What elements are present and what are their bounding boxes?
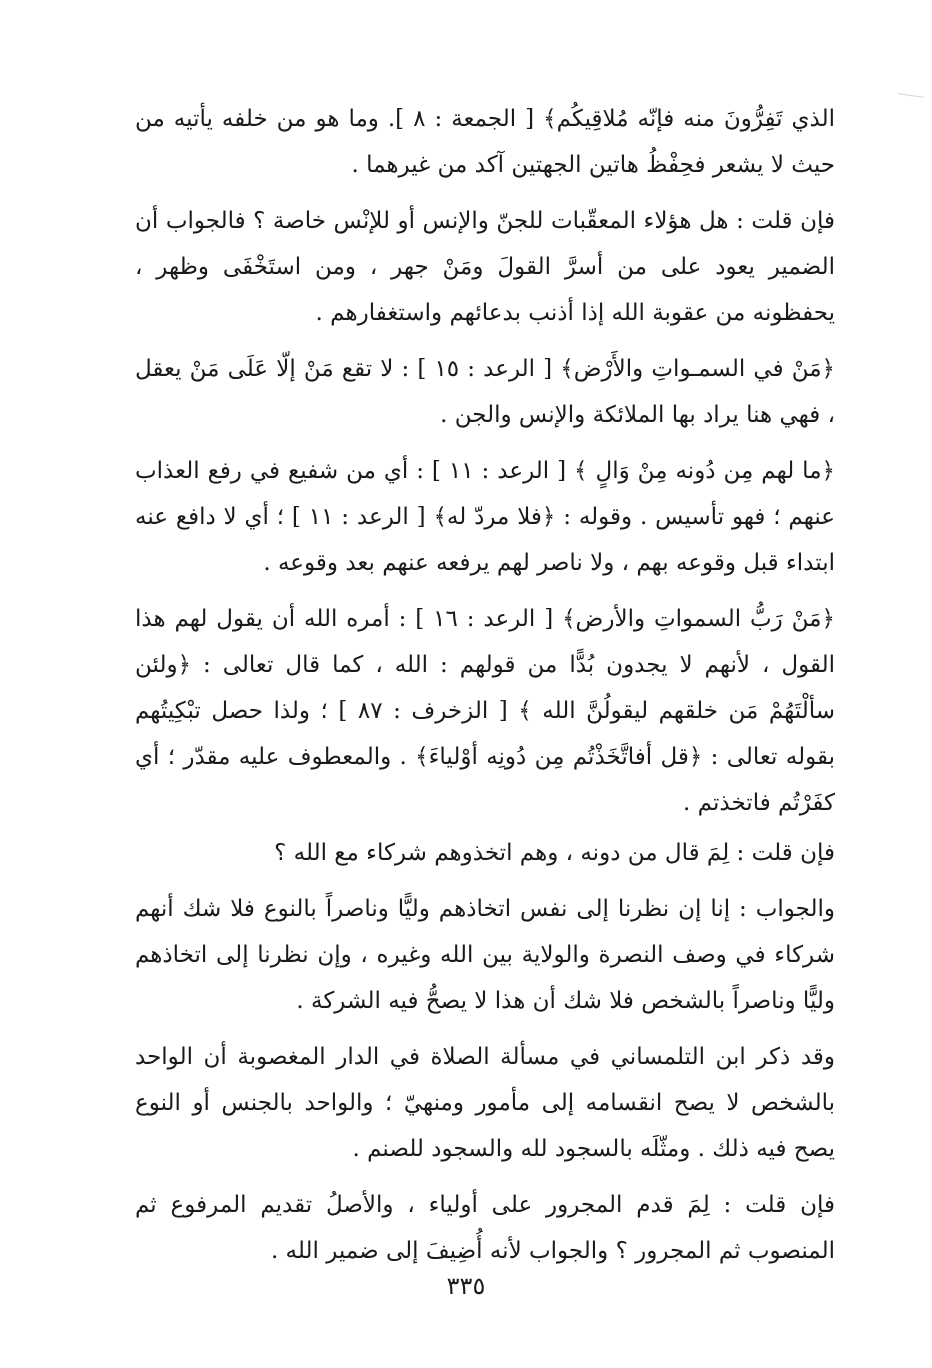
paragraph-4: ﴿ما لهم مِن دُونه مِنْ وَالٍ ﴾ [ الرعد : ١١ ] : أي من شفيع في رفع العذاب عنهم ؛ فهو تأسيس . وقوله : ﴿فلا مردّ له﴾ [ الرعد : ١١ ] ؛ أي لا دافع عنه ابتداء قبل وقوعه بهم ، ولا ناصر لهم يرفعه عنهم بعد وقوعه .	[135, 458, 835, 576]
paragraph-8: وقد ذكر ابن التلمساني في مسألة الصلاة في الدار المغصوبة أن الواحد بالشخص لا يصح انقسامه إلى مأمور ومنهيّ ؛ والواحد بالجنس أو النوع يصح فيه ذلك . ومثّلَه بالسجود لله والسجود للصنم .	[135, 1044, 835, 1162]
body-text	[135, 96, 835, 1274]
paragraph-1: الذي تَفِرُّونَ منه فإنّه مُلاقِيكُم﴾ [ الجمعة : ٨ ]. وما هو من خلفه يأتيه من حيث لا يشعر فحِفْظُ هاتين الجهتين آكد من غيرهما .	[135, 106, 835, 178]
paragraph-2: فإن قلت : هل هؤلاء المعقّبات للجنّ والإنس أو للإنْس خاصة ؟ فالجواب أن الضمير يعود على من أسرَّ القولَ ومَنْ جهر ، ومن استَخْفَى وظهر ، يحفظونه من عقوبة الله إذا أذنب بدعائهم واستغفارهم .	[135, 208, 835, 326]
paragraph-3: ﴿مَنْ في السمـواتِ والأَرْض﴾ [ الرعد : ١٥ ] : لا تقع مَنْ إلّا عَلَى مَنْ يعقل ، فهي هنا يراد بها الملائكة والإنس والجن .	[135, 356, 835, 428]
stray-scan-mark	[898, 93, 924, 98]
paragraph-9: فإن قلت : لِمَ قدم المجرور على أولياء ، والأصلُ تقديم المرفوع ثم المنصوب ثم المجرور ؟ والجواب لأنه أُضِيفَ إلى ضمير الله .	[135, 1192, 835, 1264]
paragraph-7: والجواب : إنا إن نظرنا إلى نفس اتخاذهم وليًّا وناصراً بالنوع فلا شك أنهم شركاء في وصف النصرة والولاية بين الله وغيره ، وإن نظرنا إلى اتخاذهم وليًّا وناصراً بالشخص فلا شك أن هذا لا يصحُّ فيه الشركة .	[135, 896, 835, 1014]
paragraph-6: فإن قلت : لِمَ قال من دونه ، وهم اتخذوهم شركاء مع الله ؟	[274, 840, 835, 866]
page-number: ٣٣٥	[446, 1272, 486, 1300]
paragraph-5: ﴿مَنْ رَبُّ السمواتِ والأرض﴾ [ الرعد : ١٦ ] : أمره الله أن يقول لهم هذا القول ، لأنهم لا يجدون بُدًّا من قولهم : الله ، كما قال تعالى : ﴿ولئن سألْتَهُمْ مَن خلقهم ليقولُنَّ الله ﴾ [ الزخرف : ٨٧ ] ؛ ولذا حصل تبْكِيتُهم بقوله تعالى : ﴿قل أفاتَّخَذْتُم مِن دُونِه أوْلياءَ﴾ . والمعطوف عليه مقدّر ؛ أي كفَرْتُم فاتخذتم .	[135, 606, 835, 816]
